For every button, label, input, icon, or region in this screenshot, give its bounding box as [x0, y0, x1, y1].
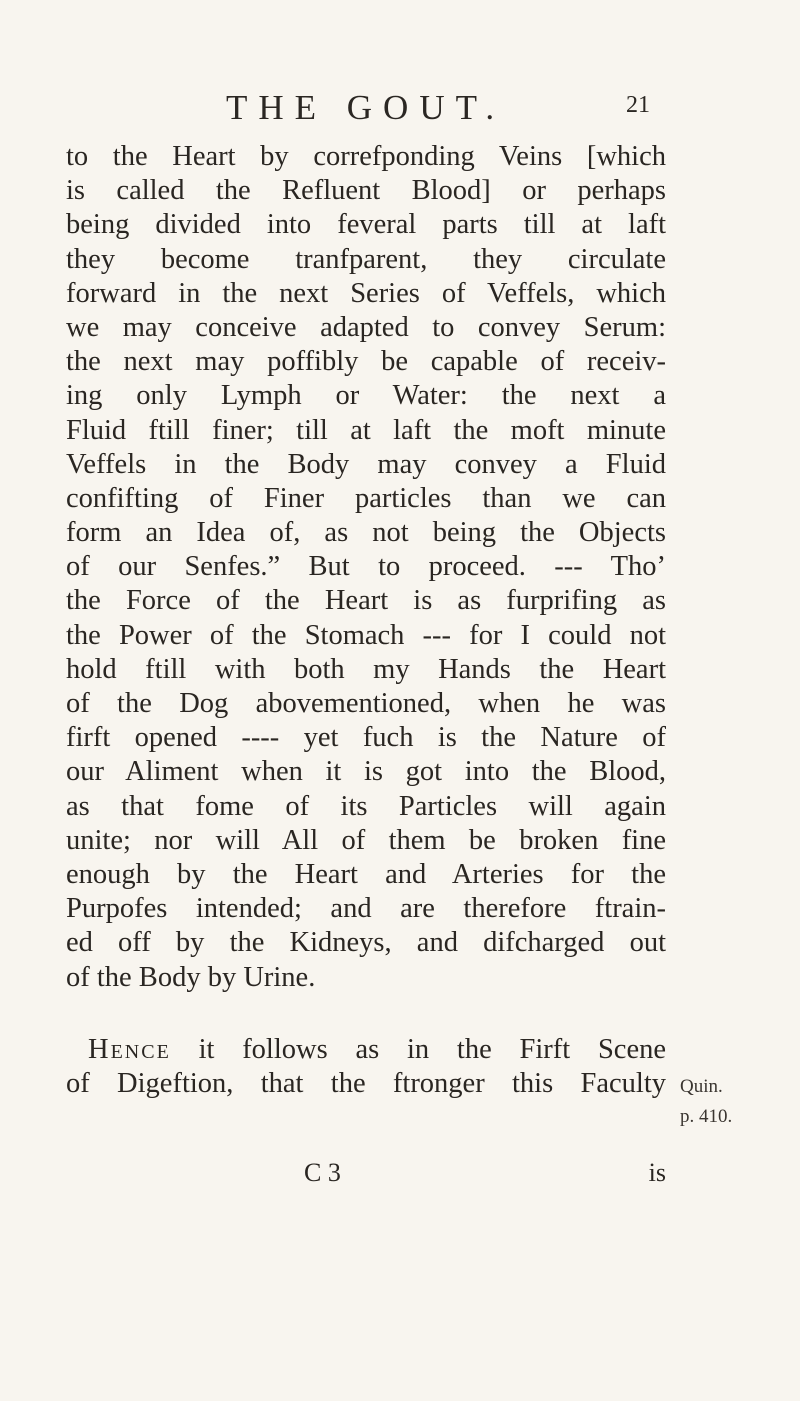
margin-note: Quin.: [680, 1076, 723, 1097]
page-number: 21: [626, 92, 650, 118]
text-line: forward in the next Series of Veffels, which: [66, 277, 666, 309]
footer-line: [66, 1158, 666, 1192]
text-line: they become tranfparent, they circulate: [66, 243, 666, 275]
text-line: as that fome of its Particles will again: [66, 790, 666, 822]
text-line: is called the Refluent Blood] or perhaps: [66, 175, 666, 207]
text-span: it follows as in the Firft Scene: [170, 1033, 666, 1065]
text-line: we may conceive adapted to convey Serum:: [66, 311, 666, 343]
text-line: firft opened ---- yet fuch is the Nature of: [66, 722, 666, 754]
text-line: ed off by the Kidneys, and difcharged out: [66, 927, 666, 959]
paragraph-break: [66, 995, 666, 1033]
text-line: of the Dog abovementioned, when he was: [66, 688, 666, 719]
text-line: unite; nor will All of them be broken fine: [66, 824, 666, 856]
text-line: confifting of Finer particles than we can: [66, 482, 666, 514]
running-title: THE GOUT.: [226, 88, 506, 127]
signature-mark: C 3: [304, 1158, 341, 1187]
text-line: of Digeftion, that the ftronger this Faculty: [66, 1067, 666, 1099]
text-line: ing only Lymph or Water: the next a: [66, 380, 666, 412]
margin-note: p. 410.: [680, 1106, 733, 1127]
text-line: the Power of the Stomach --- for I could not: [66, 619, 666, 651]
text-line: form an Idea of, as not being the Objects: [66, 517, 666, 549]
text-line: our Aliment when it is got into the Blood,: [66, 756, 666, 788]
body-text: [66, 140, 666, 1101]
text-line: hold ftill with both my Hands the Heart: [66, 653, 666, 685]
text-line: the Force of the Heart is as furprifing as: [66, 585, 666, 617]
text-line: of our Senfes.” But to proceed. --- Tho’: [66, 551, 666, 583]
text-line: being divided into feveral parts till at laft: [66, 209, 666, 241]
text-line: the next may poffibly be capable of receiv-: [66, 346, 666, 378]
text-line: of the Body by Urine.: [66, 961, 316, 993]
text-line: Veffels in the Body may convey a Fluid: [66, 448, 666, 480]
text-line: Fluid ftill finer; till at laft the moft minute: [66, 414, 666, 446]
text-line: [66, 1033, 666, 1067]
lead-word: Hence: [88, 1033, 171, 1065]
text-line: to the Heart by correfponding Veins [which: [66, 141, 666, 172]
catchword: is: [648, 1158, 666, 1187]
text-line: Purpofes intended; and are therefore ftrain-: [66, 893, 666, 925]
text-line: enough by the Heart and Arteries for the: [66, 858, 666, 890]
